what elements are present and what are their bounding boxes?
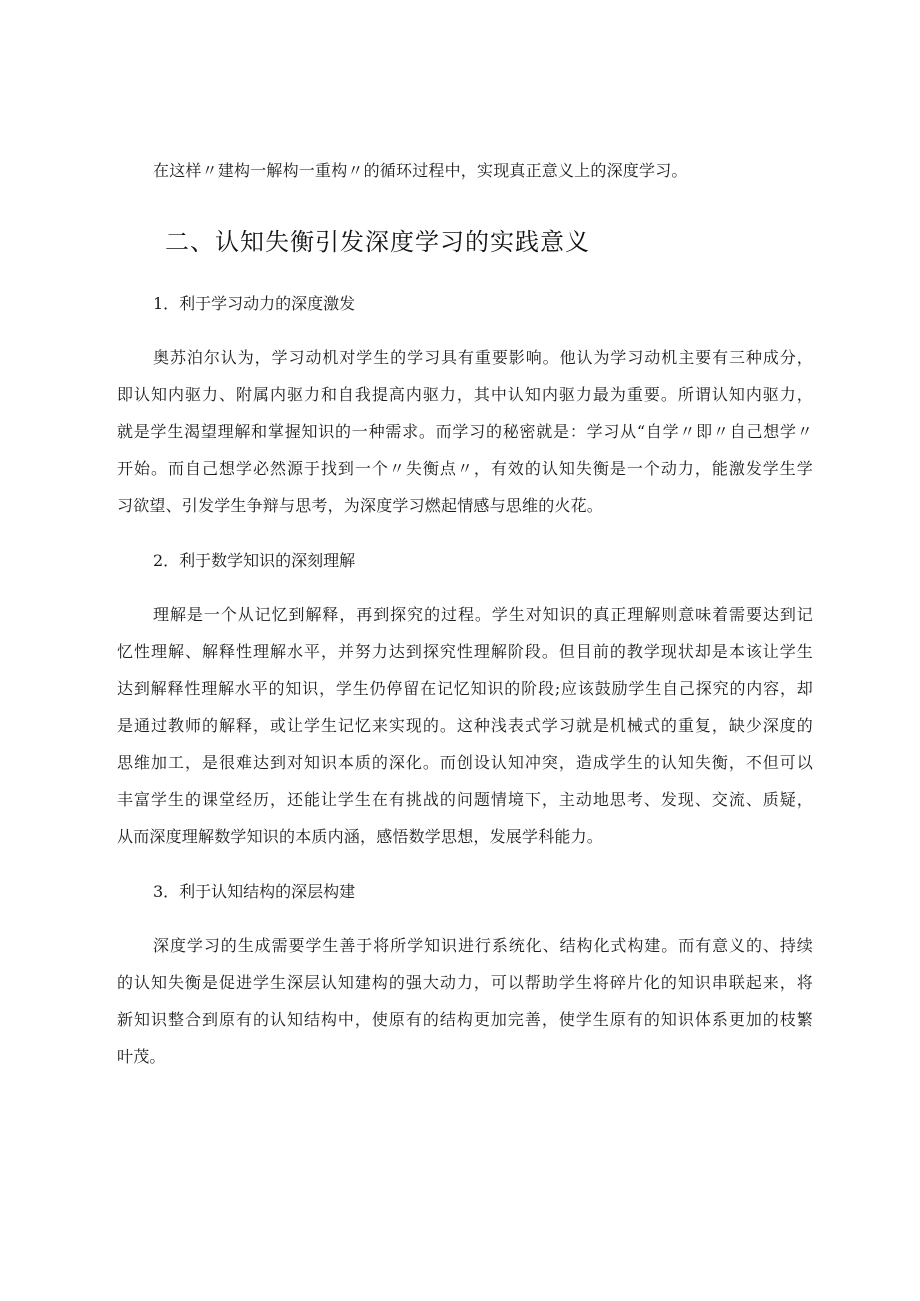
paragraph-line: 忆性理解、解释性理解水平，并努力达到探究性理解阶段。但目前的教学现状却是本该让学生 [117, 642, 813, 661]
paragraph-line: 叶茂。 [117, 1047, 166, 1066]
paragraph-line: 丰富学生的课堂经历，还能让学生在有挑战的问题情境下，主动地思考、发现、交流、质疑， [117, 790, 813, 809]
paragraph-line: 从而深度理解数学知识的本质内涵，感悟数学思想，发展学科能力。 [117, 827, 604, 846]
paragraph-line: 奥苏泊尔认为，学习动机对学生的学习具有重要影响。他认为学习动机主要有三种成分， [153, 348, 813, 367]
intro-line: 在这样〃建构一解构一重构〃的循环过程中，实现真正意义上的深度学习。 [153, 161, 688, 180]
paragraph-line: 思维加工，是很难达到对知识本质的深化。而创设认知冲突，造成学生的认知失衡，不但可以 [117, 753, 813, 772]
paragraph-line: 深度学习的生成需要学生善于将所学知识进行系统化、结构化式构建。而有意义的、持续 [153, 936, 813, 955]
paragraph-line: 是通过教师的解释，或让学生记忆来实现的。这种浅表式学习就是机械式的重复，缺少深度的 [117, 716, 813, 735]
paragraph-line: 即认知内驱力、附属内驱力和自我提高内驱力，其中认知内驱力最为重要。所谓认知内驱力， [117, 385, 813, 404]
paragraph-line: 就是学生渴望理解和掌握知识的一种需求。而学习的秘密就是：学习从“自学〃即〃自己想学〃 [117, 422, 813, 441]
paragraph-line: 新知识整合到原有的认知结构中，使原有的结构更加完善，使学生原有的知识体系更加的枝繁 [117, 1010, 813, 1029]
paragraph-line: 理解是一个从记忆到解释，再到探究的过程。学生对知识的真正理解则意味着需要达到记 [153, 605, 813, 624]
paragraph-line: 习欲望、引发学生争辩与思考，为深度学习燃起情感与思维的火花。 [117, 496, 604, 515]
paragraph-line: 开始。而自己想学必然源于找到一个〃失衡点〃，有效的认知失衡是一个动力，能激发学生学 [117, 459, 813, 478]
paragraph-line: 达到解释性理解水平的知识，学生仍停留在记忆知识的阶段;应该鼓励学生自己探究的内容，却 [117, 679, 813, 698]
paragraph-line: 的认知失衡是促进学生深层认知建构的强大动力，可以帮助学生将碎片化的知识串联起来，将 [117, 973, 813, 992]
subsection-heading-1: 1．利于学习动力的深度激发 [153, 294, 356, 313]
subsection-heading-2: 2．利于数学知识的深刻理解 [153, 551, 356, 570]
subsection-heading-3: 3．利于认知结构的深层构建 [153, 882, 356, 901]
section-title: 二、认知失衡引发深度学习的实践意义 [165, 228, 590, 256]
